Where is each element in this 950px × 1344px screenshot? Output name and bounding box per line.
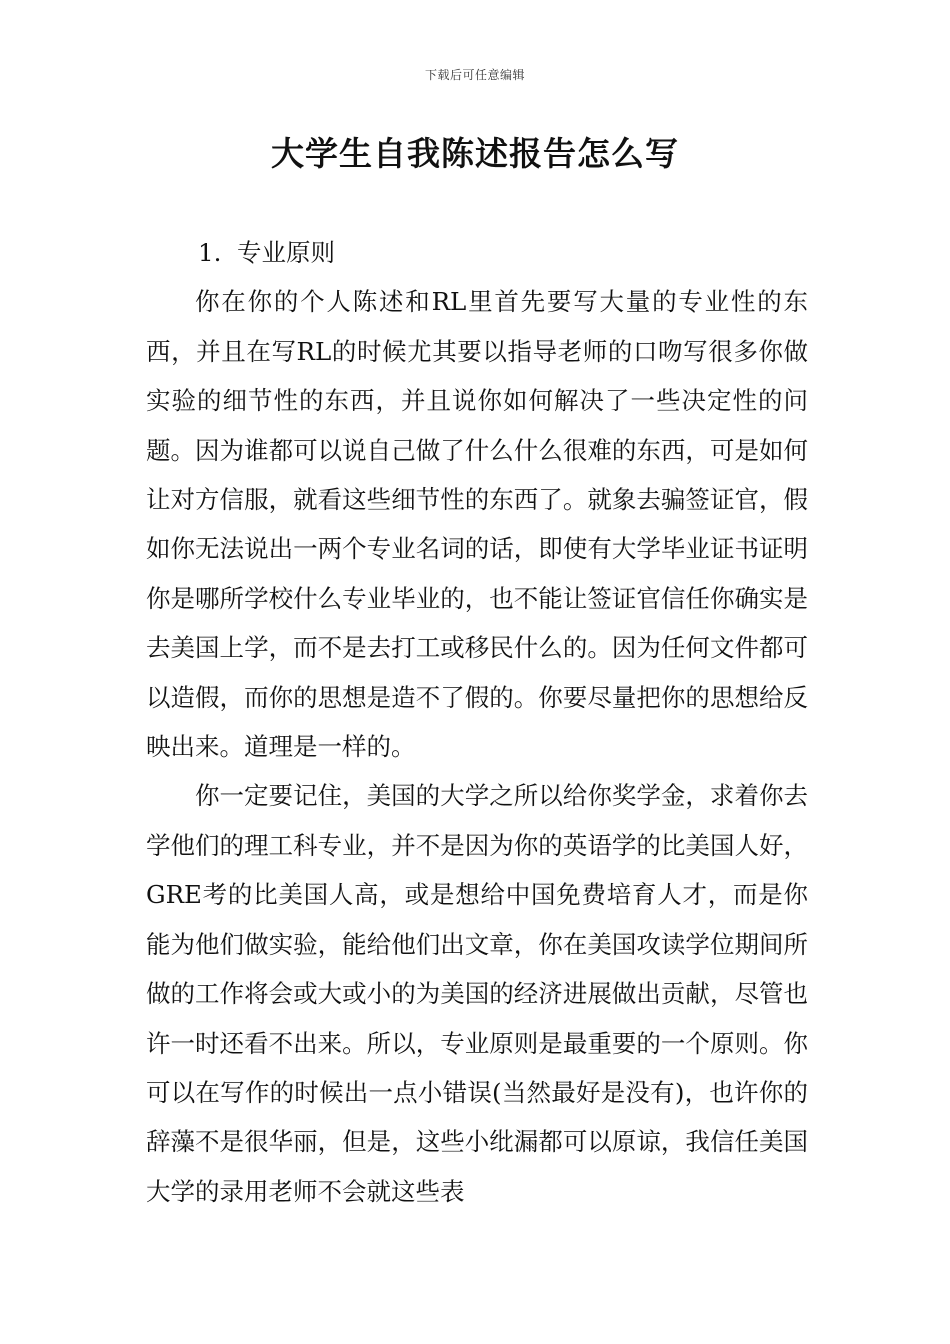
- section-number: 1.: [198, 238, 222, 267]
- body-paragraph: 你一定要记住，美国的大学之所以给你奖学金，求着你去学他们的理工科专业，并不是因为你的英语学的比美国人好，GRE考的比美国人高，或是想给中国免费培育人才，而是你能为他们做实验，能给他们出文章，你在美国攻读学位期间所做的工作将会或大或小的为美国的经济进展做出贡献，尽管也许一时还看不出来。所以，专业原则是最重要的一个原则。你可以在写作的时候出一点小错误(当然最好是没有)，也许你的辞藻不是很华丽，但是，这些小纰漏都可以原谅，我信任美国大学的录用老师不会就这些表: [146, 781, 808, 1206]
- section-heading: [146, 228, 808, 277]
- document-title: 大学生自我陈述报告怎么写: [271, 134, 679, 173]
- body-paragraph: 你在你的个人陈述和RL里首先要写大量的专业性的东西，并且在写RL的时候尤其要以指导老师的口吻写很多你做实验的细节性的东西，并且说你如何解决了一些决定性的问题。因为谁都可以说自己做了什么什么很难的东西，可是如何让对方信服，就看这些细节性的东西了。就象去骗签证官，假如你无法说出一两个专业名词的话，即使有大学毕业证书证明你是哪所学校什么专业毕业的，也不能让签证官信任你确实是去美国上学，而不是去打工或移民什么的。因为任何文件都可以造假，而你的思想是造不了假的。你要尽量把你的思想给反映出来。道理是一样的。: [146, 287, 808, 762]
- header-note: 下载后可任意编辑: [424, 68, 525, 82]
- document-body: [146, 228, 808, 1216]
- section-heading-text: 专业原则: [236, 238, 335, 267]
